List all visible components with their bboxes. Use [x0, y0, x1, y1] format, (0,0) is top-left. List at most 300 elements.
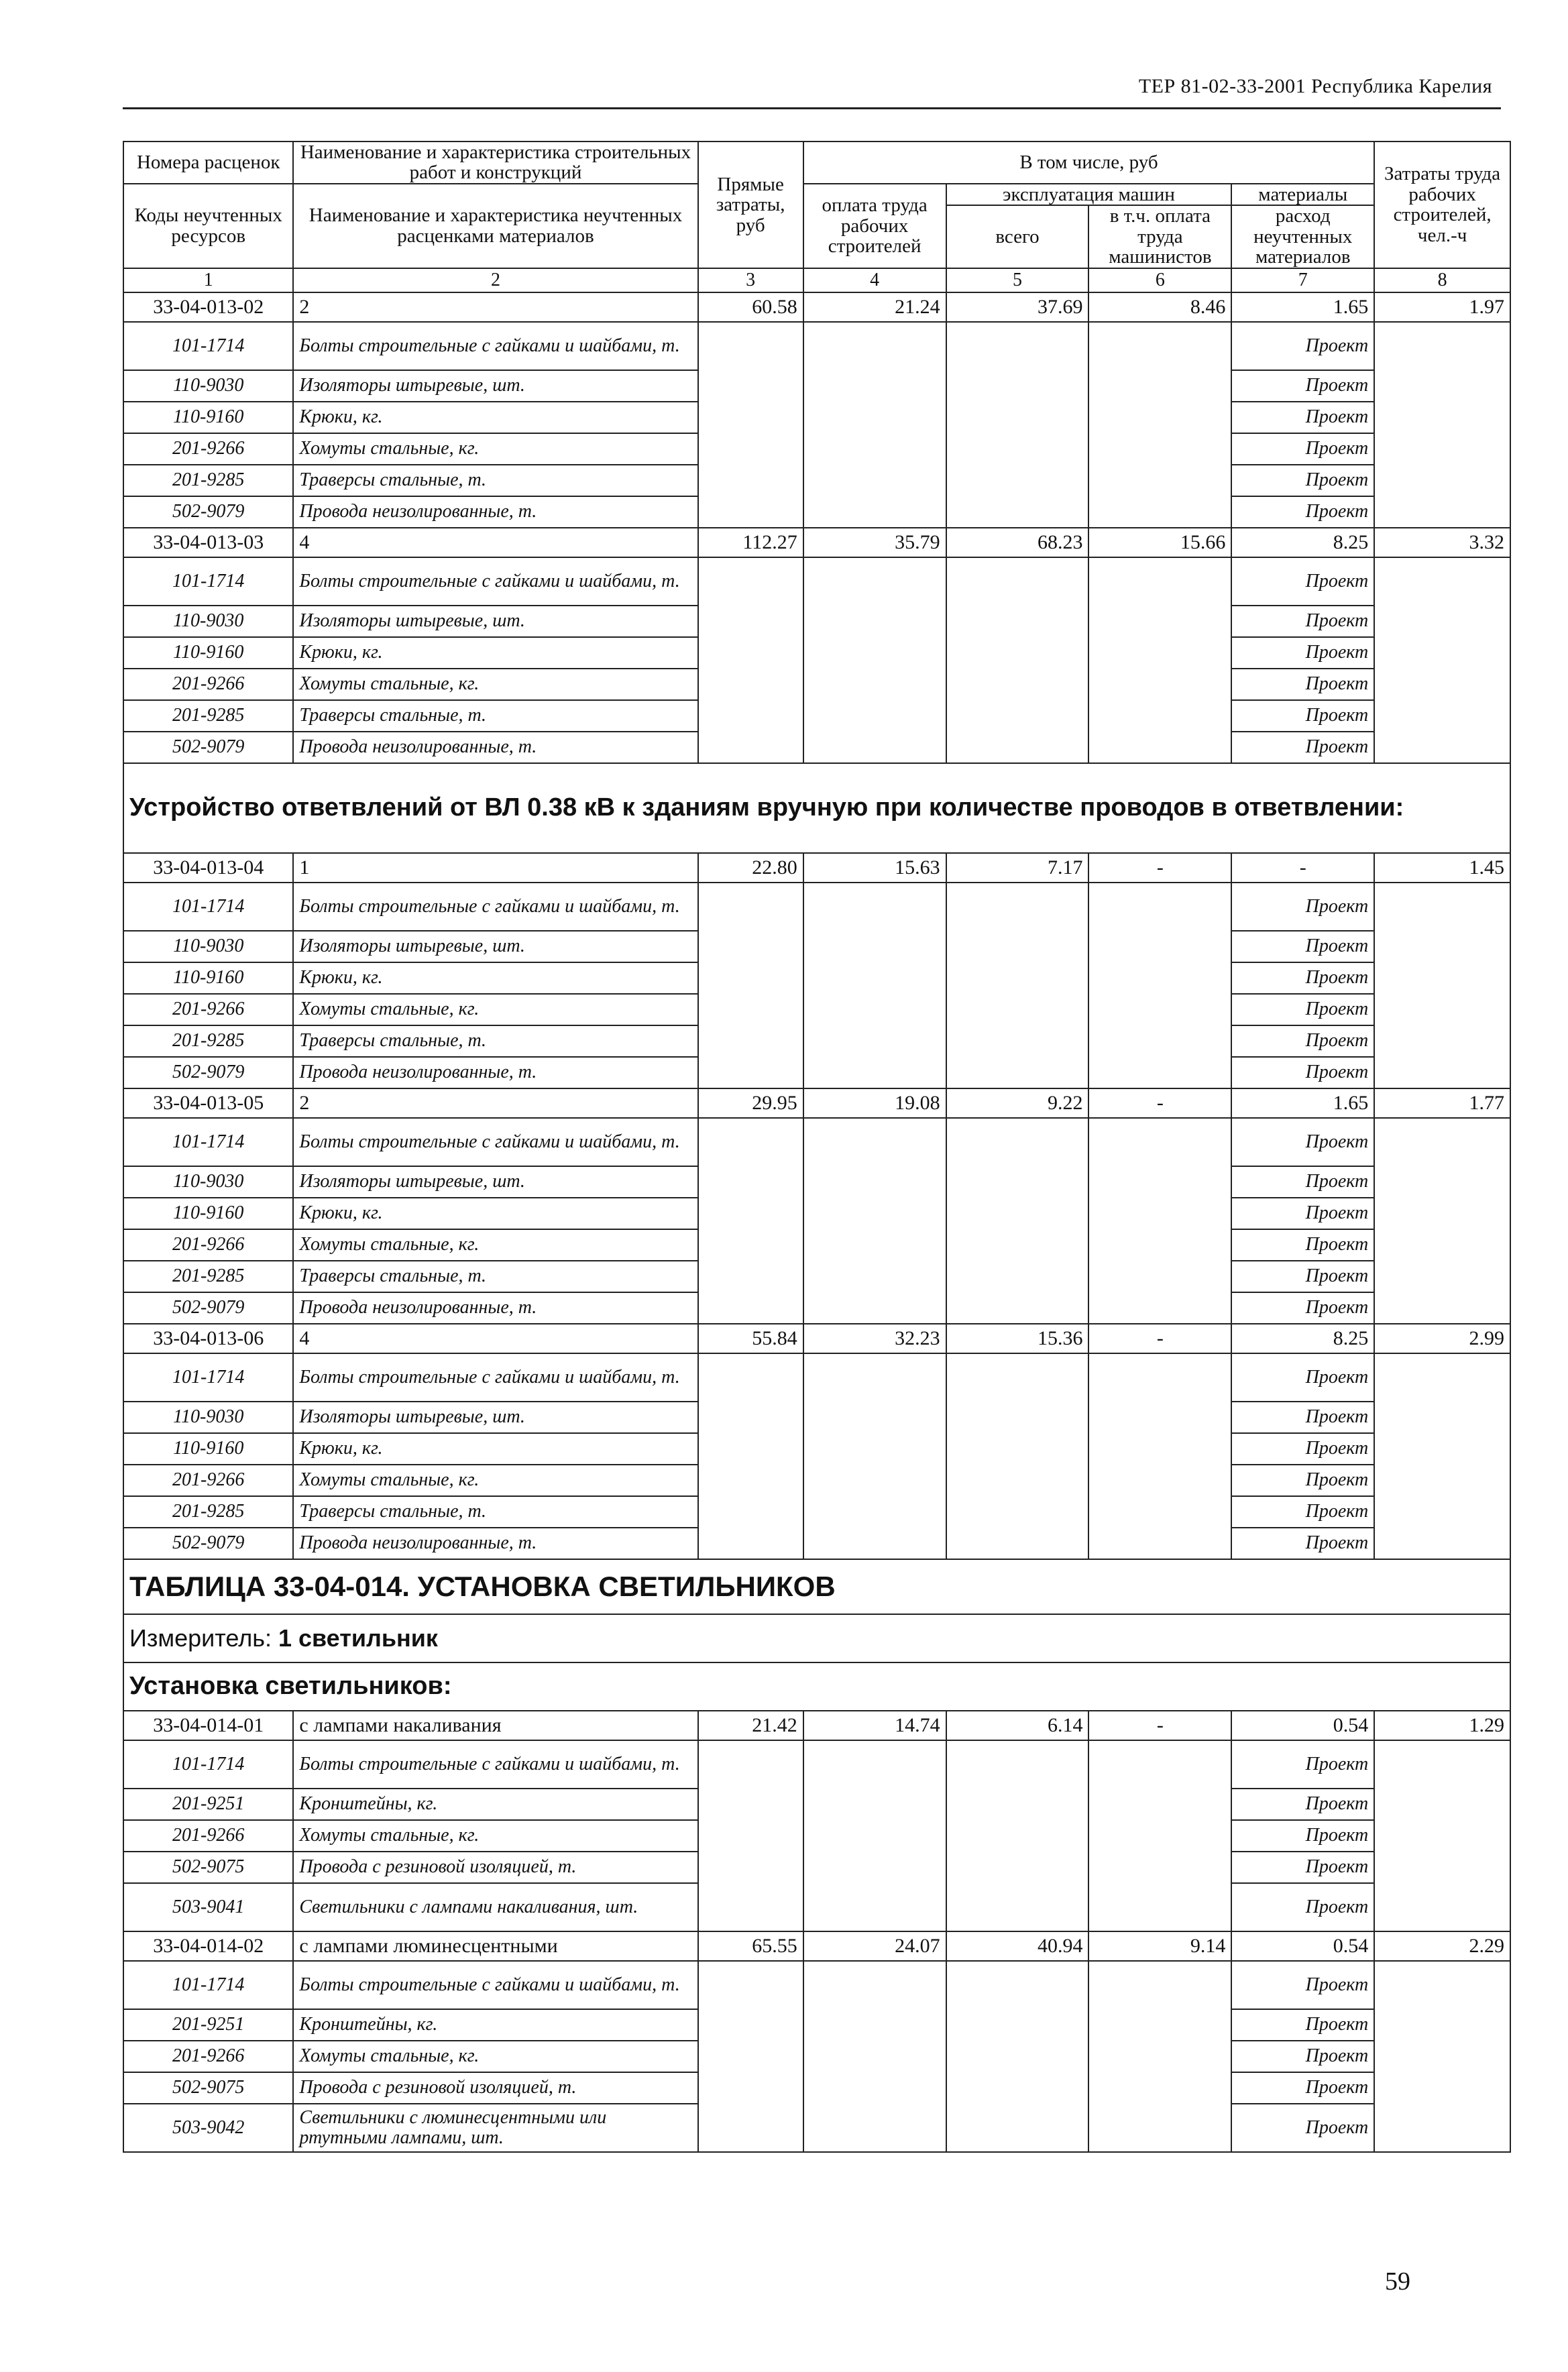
resource-value: Проект [1231, 1852, 1374, 1883]
resource-row [123, 606, 1510, 637]
resource-value: Проект [1231, 2104, 1374, 2152]
empty-cell [1088, 1820, 1231, 1852]
empty-cell [1374, 322, 1510, 370]
resource-row [123, 1852, 1510, 1883]
section-title-row [123, 763, 1510, 853]
resource-row [123, 1740, 1510, 1789]
resource-row [123, 1820, 1510, 1852]
empty-cell [1088, 700, 1231, 732]
resource-value: Проект [1231, 1229, 1374, 1261]
empty-cell [1374, 669, 1510, 700]
labor-pay: 19.08 [803, 1088, 946, 1118]
machinist-pay: - [1088, 1088, 1231, 1118]
empty-cell [946, 2009, 1089, 2041]
machines-total: 15.36 [946, 1324, 1089, 1353]
empty-cell [803, 1465, 946, 1496]
resource-value: Проект [1231, 1883, 1374, 1931]
resource-code: 201-9266 [123, 994, 293, 1025]
resource-code: 502-9079 [123, 1528, 293, 1559]
empty-cell [946, 465, 1089, 496]
empty-cell [698, 669, 803, 700]
resource-value: Проект [1231, 1198, 1374, 1229]
resource-name: Хомуты стальные, кг. [293, 433, 697, 465]
empty-cell [803, 433, 946, 465]
empty-cell [698, 1402, 803, 1433]
empty-cell [803, 1883, 946, 1931]
empty-cell [1088, 370, 1231, 402]
resource-row [123, 1025, 1510, 1057]
resource-value: Проект [1231, 1740, 1374, 1789]
col-head-work-name: Наименование и характеристика строительных работ и конструкций [293, 142, 697, 184]
col-head-machinist-pay: в т.ч. оплата труда машинистов [1088, 205, 1231, 268]
empty-cell [803, 1820, 946, 1852]
rate-name: 4 [293, 528, 697, 557]
empty-cell [946, 496, 1089, 528]
col-num: 4 [803, 268, 946, 292]
labor-hours: 3.32 [1374, 528, 1510, 557]
empty-cell [803, 931, 946, 962]
empty-cell [1374, 1292, 1510, 1324]
resource-code: 101-1714 [123, 322, 293, 370]
resource-name: Болты строительные с гайками и шайбами, т. [293, 1961, 697, 2009]
empty-cell [803, 994, 946, 1025]
empty-cell [946, 606, 1089, 637]
resource-code: 110-9160 [123, 1433, 293, 1465]
resource-row [123, 637, 1510, 669]
empty-cell [698, 732, 803, 763]
resource-code: 201-9251 [123, 1789, 293, 1820]
empty-cell [803, 1198, 946, 1229]
empty-cell [1374, 2009, 1510, 2041]
empty-cell [698, 962, 803, 994]
resource-value: Проект [1231, 1528, 1374, 1559]
labor-pay: 21.24 [803, 292, 946, 322]
empty-cell [946, 1789, 1089, 1820]
resource-name: Крюки, кг. [293, 637, 697, 669]
empty-cell [698, 1198, 803, 1229]
empty-cell [803, 669, 946, 700]
rate-name: с лампами люминесцентными [293, 1931, 697, 1961]
resource-value: Проект [1231, 2041, 1374, 2072]
empty-cell [946, 1198, 1089, 1229]
empty-cell [1374, 1528, 1510, 1559]
resource-name: Провода неизолированные, т. [293, 1528, 697, 1559]
resource-code: 110-9030 [123, 370, 293, 402]
col-head-labor-hours: Затраты труда рабочих строителей, чел.-ч [1374, 142, 1510, 268]
machines-total: 37.69 [946, 292, 1089, 322]
empty-cell [1088, 1025, 1231, 1057]
empty-cell [698, 1820, 803, 1852]
resource-row [123, 883, 1510, 931]
material-usage: 0.54 [1231, 1711, 1374, 1740]
empty-cell [1374, 732, 1510, 763]
col-head-resource-code: Коды неучтенных ресурсов [123, 184, 293, 268]
rate-row [123, 292, 1510, 322]
empty-cell [946, 1740, 1089, 1789]
machines-total: 7.17 [946, 853, 1089, 883]
page-number: 59 [1385, 2267, 1410, 2296]
resource-name: Траверсы стальные, т. [293, 700, 697, 732]
empty-cell [1374, 883, 1510, 931]
col-num: 7 [1231, 268, 1374, 292]
empty-cell [1374, 2041, 1510, 2072]
machines-total: 40.94 [946, 1931, 1089, 1961]
empty-cell [1374, 1465, 1510, 1496]
rate-row [123, 528, 1510, 557]
resource-row [123, 465, 1510, 496]
resource-code: 101-1714 [123, 1961, 293, 2009]
resource-value: Проект [1231, 1025, 1374, 1057]
resource-name: Крюки, кг. [293, 402, 697, 433]
col-head-machines-total: всего [946, 205, 1089, 268]
empty-cell [946, 1465, 1089, 1496]
resource-code: 502-9079 [123, 496, 293, 528]
empty-cell [1374, 1820, 1510, 1852]
empty-cell [1088, 1261, 1231, 1292]
resource-code: 110-9160 [123, 402, 293, 433]
resource-name: Изоляторы штыревые, шт. [293, 606, 697, 637]
resource-row [123, 496, 1510, 528]
resource-name: Изоляторы штыревые, шт. [293, 931, 697, 962]
resource-value: Проект [1231, 1961, 1374, 2009]
rate-code: 33-04-013-04 [123, 853, 293, 883]
empty-cell [698, 883, 803, 931]
resource-code: 110-9160 [123, 1198, 293, 1229]
empty-cell [1374, 1496, 1510, 1528]
rate-row [123, 1711, 1510, 1740]
empty-cell [1374, 1402, 1510, 1433]
section-title: Устройство ответвлений от ВЛ 0.38 кВ к зданиям вручную при количестве проводов в ответвлении: [123, 763, 1510, 853]
empty-cell [946, 1166, 1089, 1198]
resource-value: Проект [1231, 883, 1374, 931]
empty-cell [803, 1057, 946, 1088]
resource-name: Провода неизолированные, т. [293, 496, 697, 528]
empty-cell [946, 1292, 1089, 1324]
empty-cell [1374, 1740, 1510, 1789]
header-rule [123, 107, 1501, 109]
empty-cell [946, 433, 1089, 465]
empty-cell [698, 1883, 803, 1931]
resource-value: Проект [1231, 1057, 1374, 1088]
empty-cell [946, 1433, 1089, 1465]
empty-cell [803, 1229, 946, 1261]
empty-cell [803, 1528, 946, 1559]
labor-hours: 2.29 [1374, 1931, 1510, 1961]
empty-cell [803, 2104, 946, 2152]
resource-name: Изоляторы штыревые, шт. [293, 1166, 697, 1198]
empty-cell [1088, 1229, 1231, 1261]
measure-value: 1 светильник [278, 1624, 438, 1652]
resource-row [123, 433, 1510, 465]
resource-row [123, 962, 1510, 994]
col-num: 5 [946, 268, 1089, 292]
empty-cell [1088, 1057, 1231, 1088]
resource-code: 502-9079 [123, 1057, 293, 1088]
machinist-pay: 9.14 [1088, 1931, 1231, 1961]
empty-cell [946, 2041, 1089, 2072]
resource-value: Проект [1231, 1465, 1374, 1496]
resource-row [123, 1057, 1510, 1088]
resource-row [123, 1198, 1510, 1229]
empty-cell [698, 1353, 803, 1402]
document-header: ТЕР 81-02-33-2001 Республика Карелия [1138, 75, 1492, 97]
resource-row [123, 1261, 1510, 1292]
col-head-materials: материалы [1231, 184, 1374, 205]
rate-row [123, 1088, 1510, 1118]
machines-total: 68.23 [946, 528, 1089, 557]
col-num: 3 [698, 268, 803, 292]
empty-cell [1374, 1852, 1510, 1883]
empty-cell [1374, 1789, 1510, 1820]
resource-value: Проект [1231, 732, 1374, 763]
empty-cell [946, 994, 1089, 1025]
labor-pay: 35.79 [803, 528, 946, 557]
direct-cost: 29.95 [698, 1088, 803, 1118]
resource-name: Хомуты стальные, кг. [293, 1820, 697, 1852]
empty-cell [1088, 1740, 1231, 1789]
resource-row [123, 557, 1510, 606]
resource-name: Провода с резиновой изоляцией, т. [293, 2072, 697, 2104]
empty-cell [1088, 1789, 1231, 1820]
resource-code: 201-9285 [123, 1496, 293, 1528]
resource-name: Хомуты стальные, кг. [293, 669, 697, 700]
empty-cell [1088, 322, 1231, 370]
empty-cell [698, 322, 803, 370]
resource-code: 201-9266 [123, 2041, 293, 2072]
empty-cell [1374, 1057, 1510, 1088]
rate-name: 2 [293, 292, 697, 322]
empty-cell [1374, 1353, 1510, 1402]
resource-code: 502-9075 [123, 2072, 293, 2104]
col-head-incl: В том числе, руб [803, 142, 1375, 184]
empty-cell [1088, 931, 1231, 962]
empty-cell [698, 2009, 803, 2041]
resource-value: Проект [1231, 606, 1374, 637]
col-head-material-name: Наименование и характеристика неучтенных расценками материалов [293, 184, 697, 268]
labor-pay: 14.74 [803, 1711, 946, 1740]
empty-cell [1088, 1528, 1231, 1559]
empty-cell [946, 1353, 1089, 1402]
empty-cell [1088, 1433, 1231, 1465]
empty-cell [803, 1118, 946, 1166]
resource-row [123, 1528, 1510, 1559]
resource-code: 201-9266 [123, 1229, 293, 1261]
resource-value: Проект [1231, 1353, 1374, 1402]
resource-code: 101-1714 [123, 1353, 293, 1402]
resource-name: Крюки, кг. [293, 962, 697, 994]
resource-row [123, 370, 1510, 402]
empty-cell [946, 931, 1089, 962]
empty-cell [946, 402, 1089, 433]
resource-value: Проект [1231, 931, 1374, 962]
empty-cell [803, 732, 946, 763]
machinist-pay: - [1088, 853, 1231, 883]
resource-row [123, 669, 1510, 700]
empty-cell [803, 2072, 946, 2104]
labor-hours: 1.29 [1374, 1711, 1510, 1740]
resource-value: Проект [1231, 637, 1374, 669]
empty-cell [1374, 962, 1510, 994]
empty-cell [803, 1402, 946, 1433]
rate-code: 33-04-014-02 [123, 1931, 293, 1961]
resource-row [123, 1465, 1510, 1496]
resource-code: 201-9266 [123, 1465, 293, 1496]
empty-cell [803, 962, 946, 994]
empty-cell [1088, 1496, 1231, 1528]
empty-cell [698, 1229, 803, 1261]
empty-cell [1374, 2072, 1510, 2104]
rate-name: 4 [293, 1324, 697, 1353]
empty-cell [946, 2072, 1089, 2104]
empty-cell [698, 2041, 803, 2072]
labor-hours: 1.97 [1374, 292, 1510, 322]
empty-cell [1088, 2041, 1231, 2072]
empty-cell [698, 1740, 803, 1789]
empty-cell [1088, 2104, 1231, 2152]
empty-cell [1088, 732, 1231, 763]
empty-cell [1088, 1852, 1231, 1883]
empty-cell [803, 883, 946, 931]
rates-table [123, 141, 1511, 2153]
empty-cell [803, 1961, 946, 2009]
labor-pay: 24.07 [803, 1931, 946, 1961]
empty-cell [1374, 606, 1510, 637]
resource-row [123, 1402, 1510, 1433]
resource-name: Болты строительные с гайками и шайбами, т. [293, 1353, 697, 1402]
empty-cell [1374, 557, 1510, 606]
resource-name: Траверсы стальные, т. [293, 465, 697, 496]
empty-cell [1374, 1433, 1510, 1465]
resource-code: 110-9030 [123, 1402, 293, 1433]
resource-name: Хомуты стальные, кг. [293, 994, 697, 1025]
resource-value: Проект [1231, 465, 1374, 496]
resource-code: 101-1714 [123, 1118, 293, 1166]
resource-code: 110-9160 [123, 637, 293, 669]
empty-cell [803, 1740, 946, 1789]
resource-row [123, 2041, 1510, 2072]
empty-cell [1088, 1883, 1231, 1931]
resource-code: 101-1714 [123, 557, 293, 606]
empty-cell [1088, 1198, 1231, 1229]
resource-value: Проект [1231, 1166, 1374, 1198]
resource-value: Проект [1231, 557, 1374, 606]
empty-cell [803, 1353, 946, 1402]
resource-code: 503-9041 [123, 1883, 293, 1931]
empty-cell [1088, 433, 1231, 465]
empty-cell [1088, 1292, 1231, 1324]
table-title-row [123, 1559, 1510, 1614]
empty-cell [946, 1852, 1089, 1883]
empty-cell [698, 1465, 803, 1496]
empty-cell [803, 1166, 946, 1198]
empty-cell [946, 1229, 1089, 1261]
empty-cell [1088, 1402, 1231, 1433]
empty-cell [946, 1118, 1089, 1166]
labor-pay: 15.63 [803, 853, 946, 883]
empty-cell [698, 1292, 803, 1324]
resource-name: Светильники с люминесцентными или ртутными лампами, шт. [293, 2104, 697, 2152]
empty-cell [803, 1496, 946, 1528]
empty-cell [1374, 433, 1510, 465]
empty-cell [1374, 1025, 1510, 1057]
direct-cost: 65.55 [698, 1931, 803, 1961]
resource-code: 502-9079 [123, 732, 293, 763]
empty-cell [698, 931, 803, 962]
empty-cell [698, 2072, 803, 2104]
resource-row [123, 732, 1510, 763]
empty-cell [1374, 2104, 1510, 2152]
resource-name: Провода неизолированные, т. [293, 732, 697, 763]
empty-cell [1374, 994, 1510, 1025]
material-usage: 1.65 [1231, 292, 1374, 322]
empty-cell [803, 700, 946, 732]
col-num: 2 [293, 268, 697, 292]
labor-hours: 1.45 [1374, 853, 1510, 883]
empty-cell [698, 994, 803, 1025]
resource-name: Траверсы стальные, т. [293, 1261, 697, 1292]
empty-cell [946, 700, 1089, 732]
resource-name: Болты строительные с гайками и шайбами, т. [293, 1740, 697, 1789]
measure [123, 1614, 1510, 1662]
empty-cell [803, 1261, 946, 1292]
resource-value: Проект [1231, 994, 1374, 1025]
direct-cost: 22.80 [698, 853, 803, 883]
empty-cell [1088, 1118, 1231, 1166]
resource-row [123, 1118, 1510, 1166]
empty-cell [698, 1261, 803, 1292]
empty-cell [1374, 637, 1510, 669]
resource-code: 201-9285 [123, 700, 293, 732]
material-usage: 1.65 [1231, 1088, 1374, 1118]
empty-cell [803, 322, 946, 370]
empty-cell [1088, 465, 1231, 496]
resource-value: Проект [1231, 370, 1374, 402]
rate-row [123, 853, 1510, 883]
rate-name: с лампами накаливания [293, 1711, 697, 1740]
resource-name: Изоляторы штыревые, шт. [293, 370, 697, 402]
resource-name: Провода с резиновой изоляцией, т. [293, 1852, 697, 1883]
rate-name: 1 [293, 853, 697, 883]
empty-cell [698, 2104, 803, 2152]
resource-row [123, 1961, 1510, 2009]
labor-hours: 1.77 [1374, 1088, 1510, 1118]
resource-value: Проект [1231, 962, 1374, 994]
empty-cell [946, 1496, 1089, 1528]
resource-value: Проект [1231, 433, 1374, 465]
empty-cell [698, 637, 803, 669]
resource-value: Проект [1231, 1261, 1374, 1292]
resource-name: Крюки, кг. [293, 1198, 697, 1229]
resource-code: 201-9285 [123, 1025, 293, 1057]
resource-code: 201-9285 [123, 465, 293, 496]
empty-cell [1088, 1166, 1231, 1198]
resource-row [123, 2009, 1510, 2041]
empty-cell [803, 402, 946, 433]
resource-name: Изоляторы штыревые, шт. [293, 1402, 697, 1433]
resource-code: 110-9160 [123, 962, 293, 994]
empty-cell [1088, 1353, 1231, 1402]
empty-cell [1374, 370, 1510, 402]
empty-cell [803, 496, 946, 528]
resource-row [123, 700, 1510, 732]
measure-label: Измеритель: [129, 1624, 272, 1652]
resource-value: Проект [1231, 1402, 1374, 1433]
empty-cell [1374, 1166, 1510, 1198]
empty-cell [698, 1789, 803, 1820]
direct-cost: 60.58 [698, 292, 803, 322]
empty-cell [946, 1057, 1089, 1088]
empty-cell [698, 433, 803, 465]
